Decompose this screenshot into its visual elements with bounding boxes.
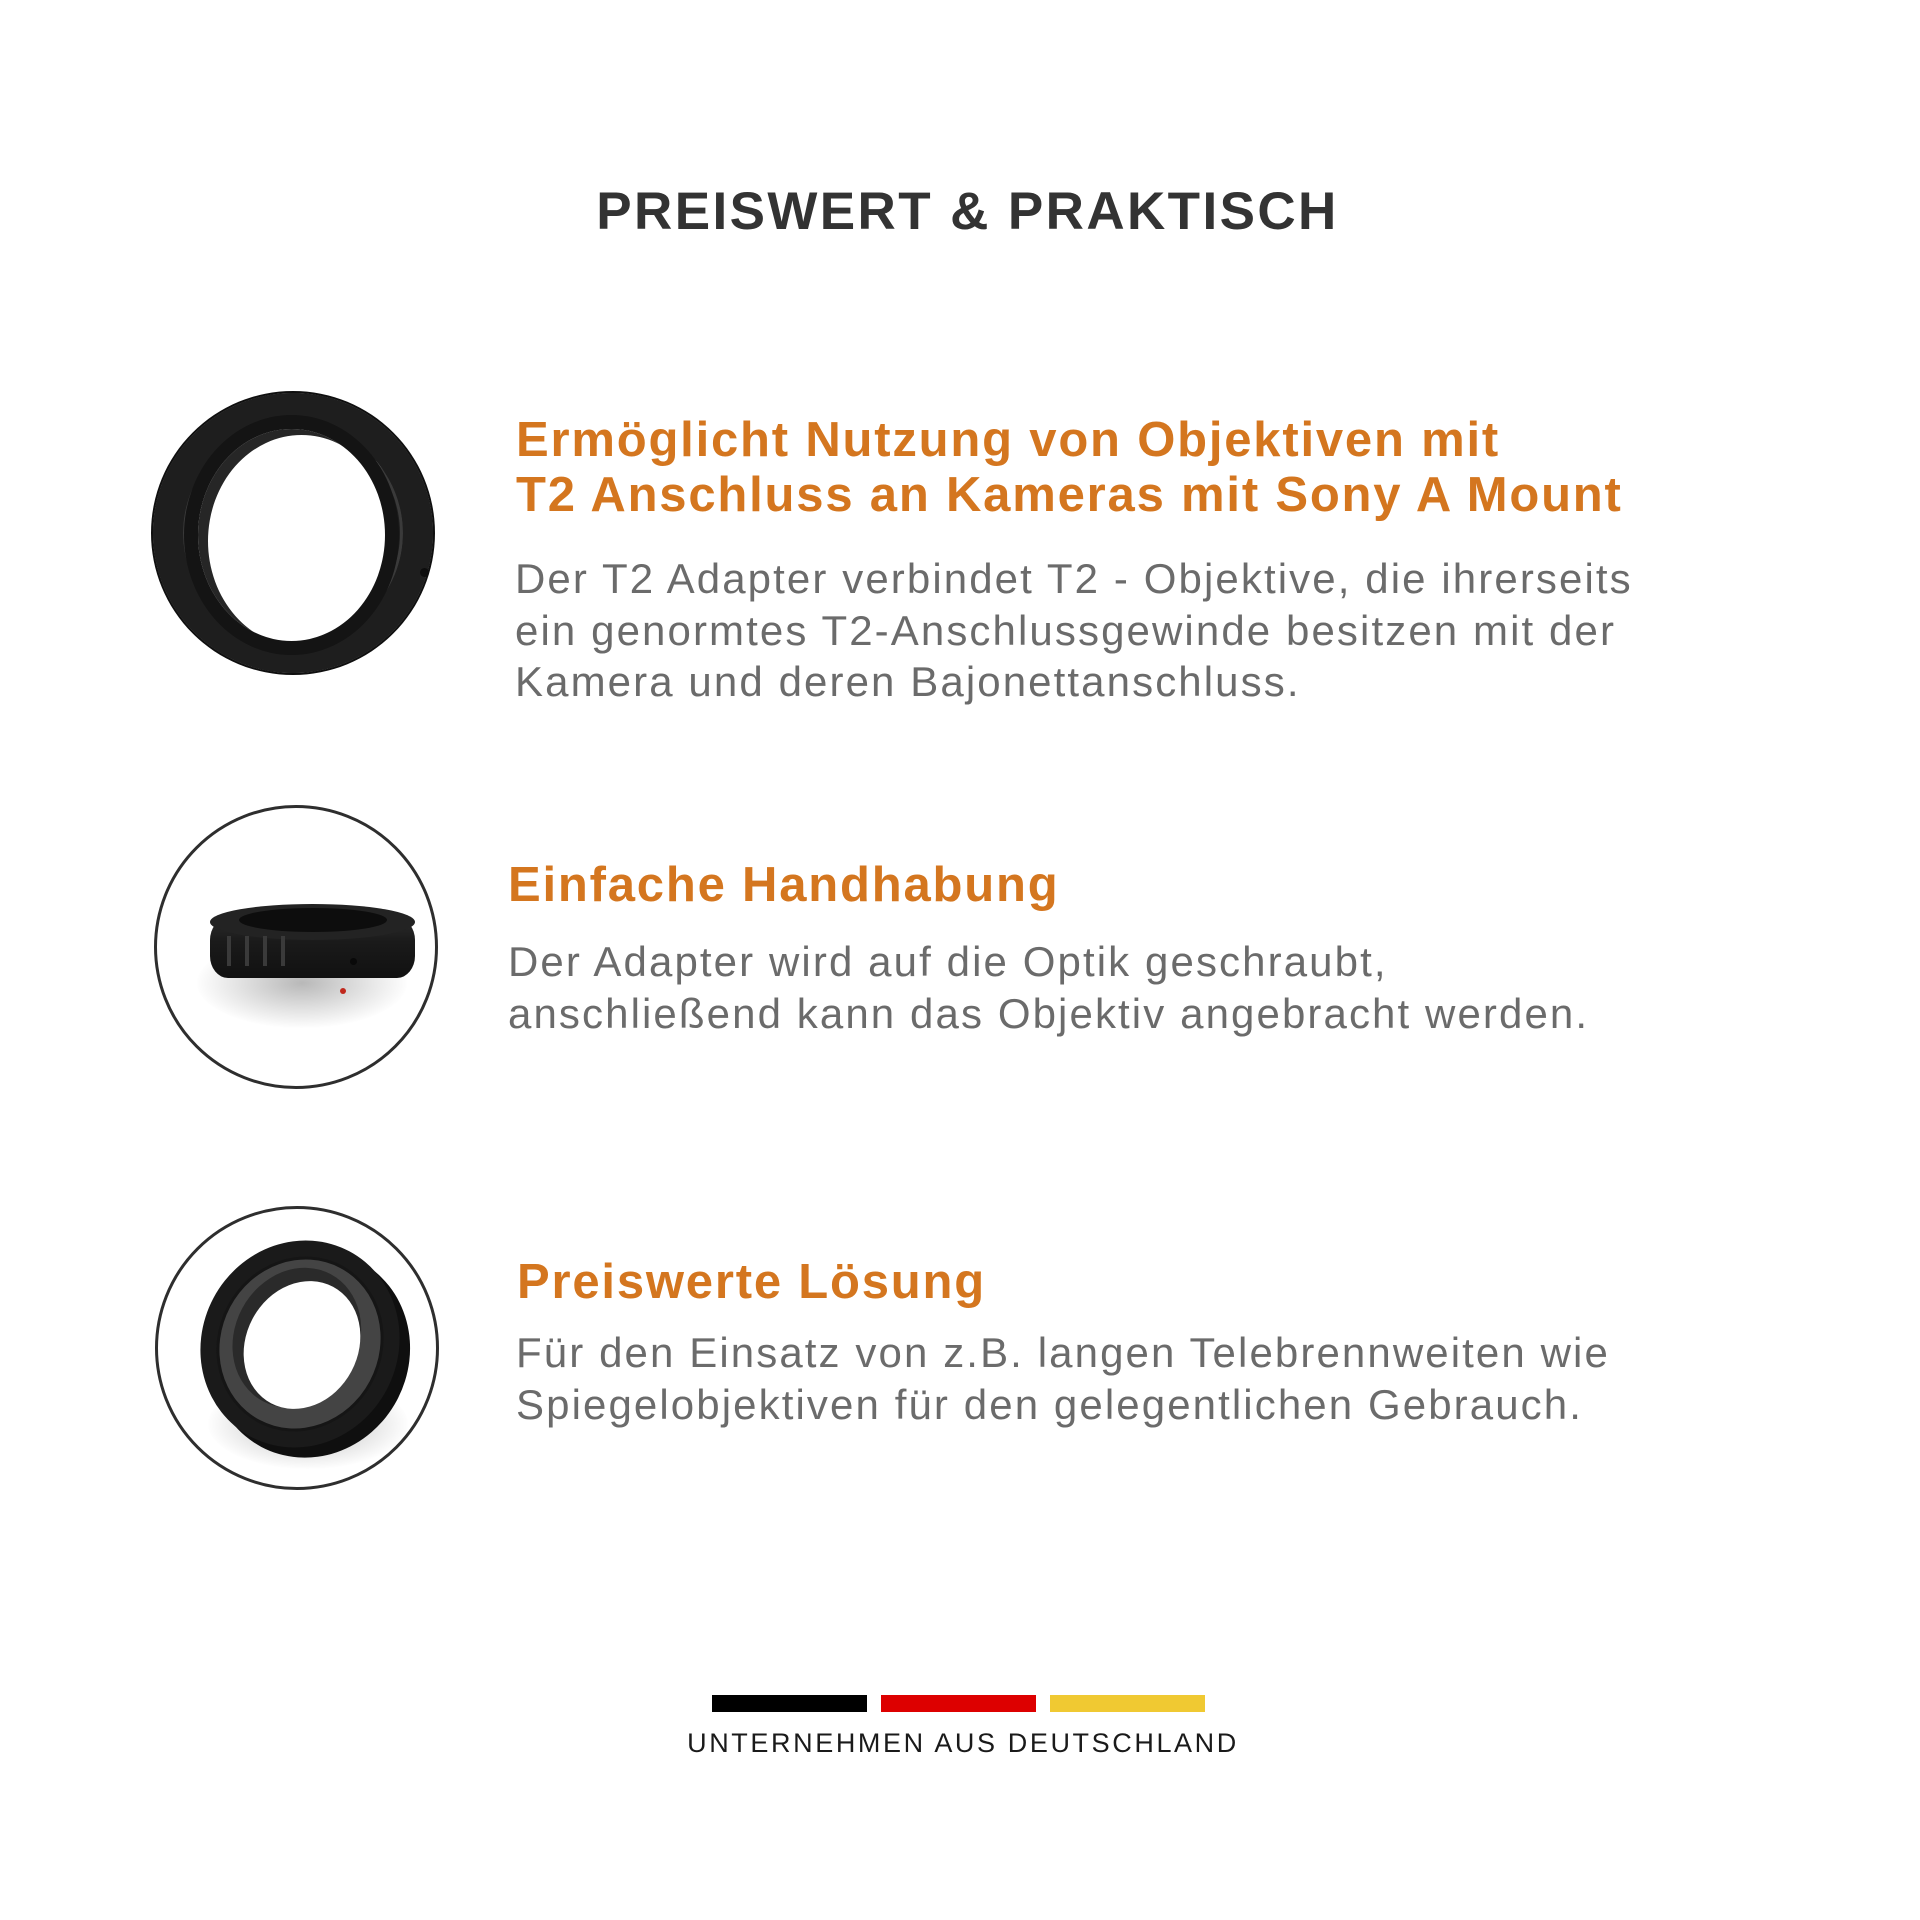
- feature-description: [516, 1327, 1610, 1430]
- ring-knurl: [245, 936, 249, 966]
- feature-heading-line: Preiswerte Lösung: [517, 1255, 986, 1309]
- feature-heading-line: T2 Anschluss an Kameras mit Sony A Mount: [516, 468, 1623, 522]
- ring-knurl: [263, 936, 267, 966]
- feature-description-line: anschließend kann das Objektiv angebracht werden.: [508, 989, 1590, 1037]
- ring-knurl: [281, 936, 285, 966]
- flag-bar-red: [881, 1695, 1036, 1712]
- ring-screw-dot: [420, 568, 429, 577]
- ring-knurl: [227, 936, 231, 966]
- feature-description: [508, 936, 1589, 1039]
- feature-heading-line: Einfache Handhabung: [508, 858, 1060, 912]
- feature-heading: [516, 413, 1623, 523]
- feature-description: [515, 553, 1633, 708]
- feature-heading: [508, 858, 1059, 913]
- feature-description-line: Für den Einsatz von z.B. langen Telebrennweiten wie: [516, 1329, 1610, 1376]
- feature-heading: [517, 1255, 986, 1310]
- flag-bar-black: [712, 1695, 867, 1712]
- ring-red-marker: [340, 988, 346, 994]
- adapter-side-view-icon: [154, 805, 438, 1089]
- ring-screw-dot: [350, 958, 357, 965]
- feature-description-line: Spiegelobjektiven für den gelegentlichen Gebrauch.: [516, 1380, 1584, 1428]
- ring-opening: [239, 908, 387, 932]
- feature-description-line: Kamera und deren Bajonettanschluss.: [515, 658, 1301, 705]
- page-title: PREISWERT & PRAKTISCH: [596, 182, 1339, 241]
- feature-description-line: Der Adapter wird auf die Optik geschraubt,: [508, 938, 1388, 985]
- company-origin-label: UNTERNEHMEN AUS DEUTSCHLAND: [687, 1728, 1239, 1758]
- adapter-tilted-ring-icon: [155, 1206, 439, 1490]
- feature-heading-line: Ermöglicht Nutzung von Objektiven mit: [516, 413, 1501, 467]
- flag-bar-gold: [1050, 1695, 1205, 1712]
- ring-inner-thread: [184, 415, 399, 655]
- feature-description-line: ein genormtes T2-Anschlussgewinde besitzen mit der: [515, 606, 1617, 654]
- feature-description-line: Der T2 Adapter verbindet T2 - Objektive, die ihrerseits: [515, 555, 1633, 602]
